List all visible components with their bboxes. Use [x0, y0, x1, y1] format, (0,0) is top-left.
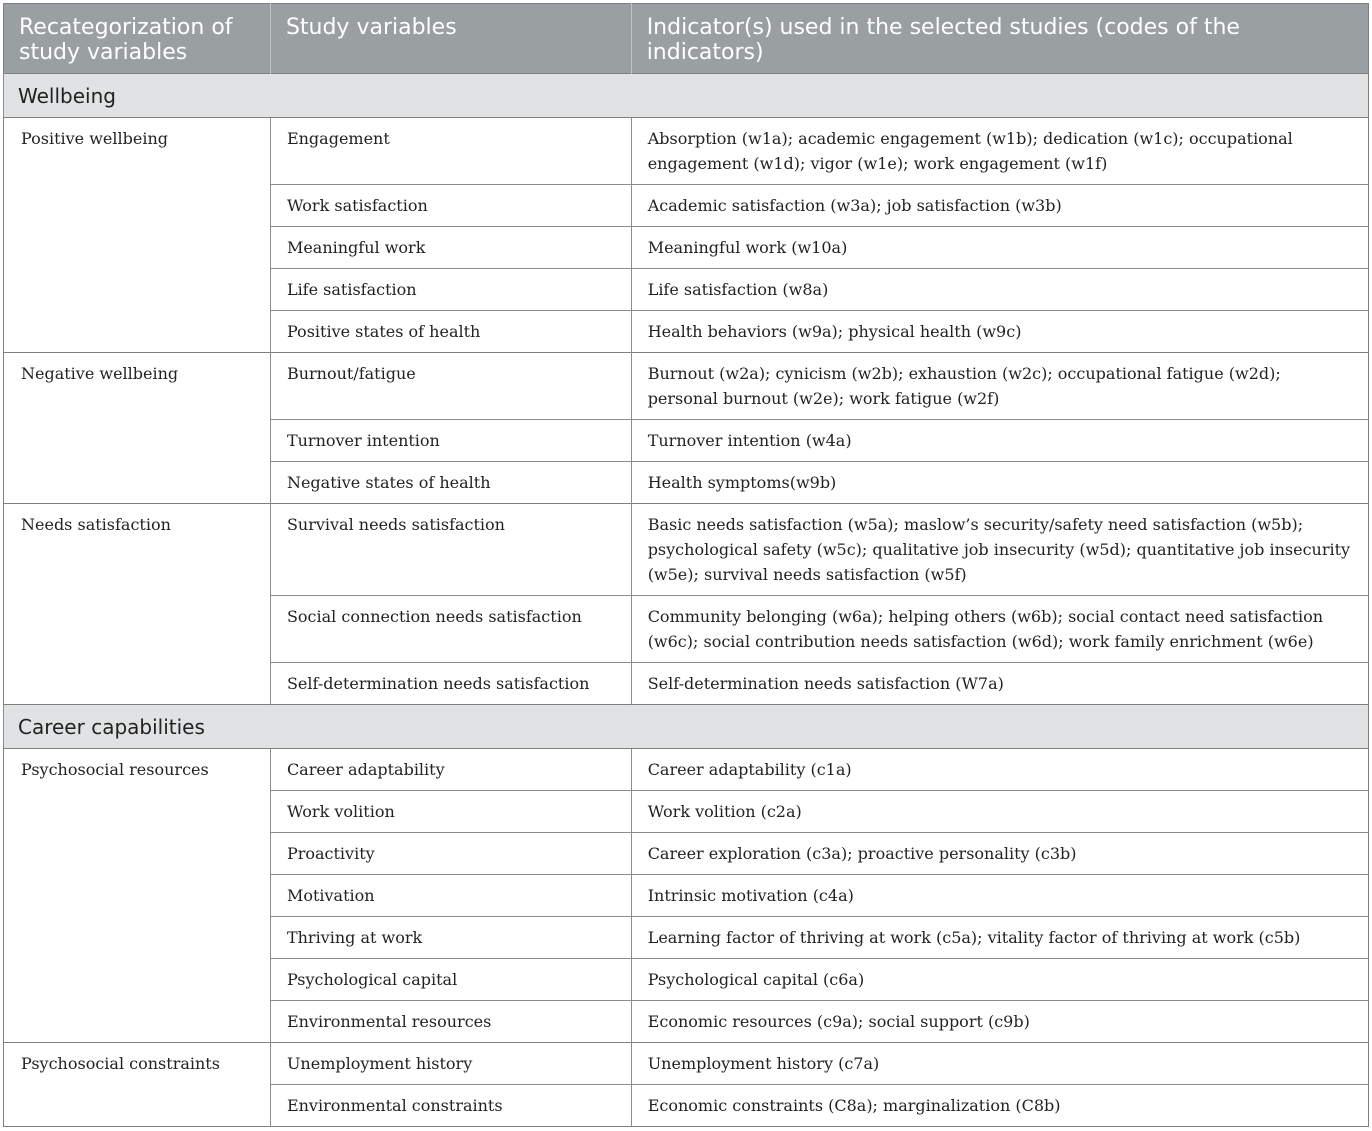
study-variable-cell: Unemployment history — [270, 1043, 631, 1085]
indicators-cell: Absorption (w1a); academic engagement (w1b); dedication (w1c); occupational engagement (w1d); vigor (w1e); work engagement (w1f) — [631, 118, 1368, 185]
indicators-cell: Academic satisfaction (w3a); job satisfaction (w3b) — [631, 185, 1368, 227]
table-row — [4, 118, 1369, 185]
indicators-cell: Economic resources (c9a); social support (c9b) — [631, 1001, 1368, 1043]
indicators-cell: Career exploration (c3a); proactive personality (c3b) — [631, 833, 1368, 875]
category-cell: Psychosocial constraints — [4, 1043, 271, 1127]
section-row — [4, 74, 1369, 118]
section-title: Career capabilities — [4, 705, 1369, 749]
category-cell: Positive wellbeing — [4, 118, 271, 353]
indicators-cell: Life satisfaction (w8a) — [631, 269, 1368, 311]
header-recategorization: Recategorization of study variables — [4, 4, 271, 74]
indicators-cell: Health behaviors (w9a); physical health (w9c) — [631, 311, 1368, 353]
header-study-variables: Study variables — [270, 4, 631, 74]
study-variable-cell: Engagement — [270, 118, 631, 185]
study-variable-cell: Turnover intention — [270, 420, 631, 462]
indicators-cell: Health symptoms(w9b) — [631, 462, 1368, 504]
indicators-cell: Intrinsic motivation (c4a) — [631, 875, 1368, 917]
study-variable-cell: Career adaptability — [270, 749, 631, 791]
study-variable-cell: Positive states of health — [270, 311, 631, 353]
indicators-cell: Learning factor of thriving at work (c5a); vitality factor of thriving at work (c5b) — [631, 917, 1368, 959]
study-variable-cell: Negative states of health — [270, 462, 631, 504]
indicators-cell: Career adaptability (c1a) — [631, 749, 1368, 791]
table-body — [4, 74, 1369, 1127]
table-header — [4, 4, 1369, 74]
table-row — [4, 749, 1369, 791]
table-row — [4, 1043, 1369, 1085]
study-variable-cell: Burnout/fatigue — [270, 353, 631, 420]
category-cell: Needs satisfaction — [4, 504, 271, 705]
category-cell: Psychosocial resources — [4, 749, 271, 1043]
study-variable-cell: Meaningful work — [270, 227, 631, 269]
indicators-cell: Work volition (c2a) — [631, 791, 1368, 833]
study-variable-cell: Life satisfaction — [270, 269, 631, 311]
header-row — [4, 4, 1369, 74]
indicators-cell: Turnover intention (w4a) — [631, 420, 1368, 462]
table-row — [4, 353, 1369, 420]
study-variable-cell: Survival needs satisfaction — [270, 504, 631, 596]
study-variable-cell: Thriving at work — [270, 917, 631, 959]
indicators-cell: Burnout (w2a); cynicism (w2b); exhaustion (w2c); occupational fatigue (w2d); personal burnout (w2e); work fatigue (w2f) — [631, 353, 1368, 420]
header-indicators: Indicator(s) used in the selected studies (codes of the indicators) — [631, 4, 1368, 74]
study-variable-cell: Work satisfaction — [270, 185, 631, 227]
indicators-cell: Meaningful work (w10a) — [631, 227, 1368, 269]
section-row — [4, 705, 1369, 749]
indicators-cell: Self-determination needs satisfaction (W7a) — [631, 663, 1368, 705]
indicators-cell: Unemployment history (c7a) — [631, 1043, 1368, 1085]
study-variable-cell: Work volition — [270, 791, 631, 833]
study-variable-cell: Environmental constraints — [270, 1085, 631, 1127]
study-variable-cell: Motivation — [270, 875, 631, 917]
variables-table — [3, 3, 1369, 1127]
section-title: Wellbeing — [4, 74, 1369, 118]
study-variable-cell: Proactivity — [270, 833, 631, 875]
indicators-cell: Economic constraints (C8a); marginalization (C8b) — [631, 1085, 1368, 1127]
table-row — [4, 504, 1369, 596]
study-variable-cell: Environmental resources — [270, 1001, 631, 1043]
indicators-cell: Psychological capital (c6a) — [631, 959, 1368, 1001]
indicators-cell: Basic needs satisfaction (w5a); maslow’s security/safety need satisfaction (w5b); psychological safety (w5c); qualitative job insecurity (w5d); quantitative job insecurity (w5e); survival needs satisfaction (w5f) — [631, 504, 1368, 596]
indicators-cell: Community belonging (w6a); helping others (w6b); social contact need satisfaction (w6c); social contribution needs satisfaction (w6d); work family enrichment (w6e) — [631, 596, 1368, 663]
category-cell: Negative wellbeing — [4, 353, 271, 504]
study-variable-cell: Self-determination needs satisfaction — [270, 663, 631, 705]
study-variable-cell: Social connection needs satisfaction — [270, 596, 631, 663]
study-variable-cell: Psychological capital — [270, 959, 631, 1001]
